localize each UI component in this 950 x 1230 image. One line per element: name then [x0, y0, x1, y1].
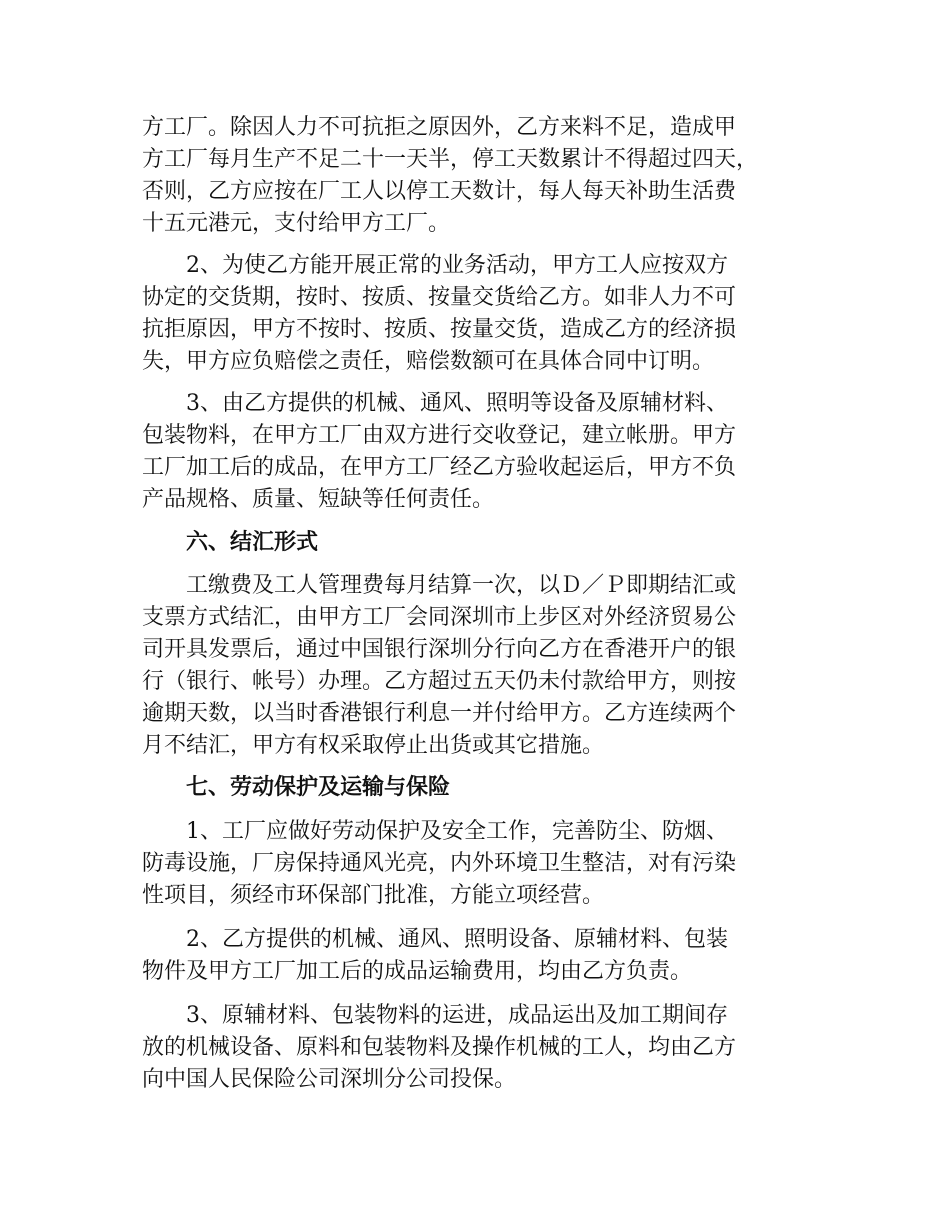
- text-line: 3、由乙方提供的机械、通风、照明等设备及原辅材料、: [186, 391, 728, 416]
- text-line: 否则，乙方应按在厂工人以停工天数计，每人每天补助生活费: [142, 179, 737, 204]
- text-line: 司开具发票后，通过中国银行深圳分行向乙方在香港开户的银: [142, 637, 737, 662]
- text-line: 方工厂。除因人力不可抗拒之原因外，乙方来料不足，造成甲: [142, 115, 737, 140]
- text-line: 协定的交货期，按时、按质、按量交货给乙方。如非人力不可: [142, 285, 737, 310]
- paragraph-labor-item-2: [142, 924, 822, 988]
- text-line: 性项目，须经市环保部门批准，方能立项经营。: [142, 883, 605, 908]
- text-line: 2、为使乙方能开展正常的业务活动，甲方工人应按双方: [186, 253, 728, 278]
- text-line: 产品规格、质量、短缺等任何责任。: [142, 487, 495, 512]
- text-line: 2、乙方提供的机械、通风、照明设备、原辅材料、包装: [186, 927, 728, 952]
- paragraph-item-3: [142, 388, 822, 516]
- text-line: 放的机械设备、原料和包装物料及操作机械的工人，均由乙方: [142, 1035, 737, 1060]
- text-line: 工厂加工后的成品，在甲方工厂经乙方验收起运后，甲方不负: [142, 455, 737, 480]
- text-line: 失，甲方应负赔偿之责任，赔偿数额可在具体合同中订明。: [142, 349, 715, 374]
- text-line: 物件及甲方工厂加工后的成品运输费用，均由乙方负责。: [142, 959, 693, 984]
- text-line: 1、工厂应做好劳动保护及安全工作，完善防尘、防烟、: [186, 819, 728, 844]
- paragraph-labor-item-1: [142, 816, 822, 912]
- text-line: 支票方式结汇，由甲方工厂会同深圳市上步区对外经济贸易公: [142, 605, 737, 630]
- text-line: 向中国人民保险公司深圳分公司投保。: [142, 1067, 517, 1092]
- text-line: 十五元港元，支付给甲方工厂。: [142, 211, 451, 236]
- paragraph-continuation: [142, 112, 822, 240]
- section-heading-labor-protection: 七、劳动保护及运输与保险: [186, 774, 451, 800]
- text-line: 逾期天数，以当时香港银行利息一并付给甲方。乙方连续两个: [142, 701, 737, 726]
- text-line: 防毒设施，厂房保持通风光亮，内外环境卫生整洁，对有污染: [142, 851, 737, 876]
- text-line: 工缴费及工人管理费每月结算一次，以Ｄ／Ｐ即期结汇或: [186, 573, 737, 598]
- text-line: 月不结汇，甲方有权采取停止出货或其它措施。: [142, 733, 605, 758]
- text-line: 方工厂每月生产不足二十一天半，停工天数累计不得超过四天，: [142, 147, 759, 172]
- text-line: 抗拒原因，甲方不按时、按质、按量交货，造成乙方的经济损: [142, 317, 737, 342]
- text-line: 行（银行、帐号）办理。乙方超过五天仍未付款给甲方，则按: [142, 669, 737, 694]
- section-heading-settlement: 六、结汇形式: [186, 529, 319, 555]
- paragraph-item-2: [142, 250, 822, 378]
- text-line: 3、原辅材料、包装物料的运进，成品运出及加工期间存: [186, 1003, 728, 1028]
- text-line: 包装物料，在甲方工厂由双方进行交收登记，建立帐册。甲方: [142, 423, 737, 448]
- paragraph-settlement: [142, 570, 822, 762]
- paragraph-labor-item-3: [142, 1000, 822, 1096]
